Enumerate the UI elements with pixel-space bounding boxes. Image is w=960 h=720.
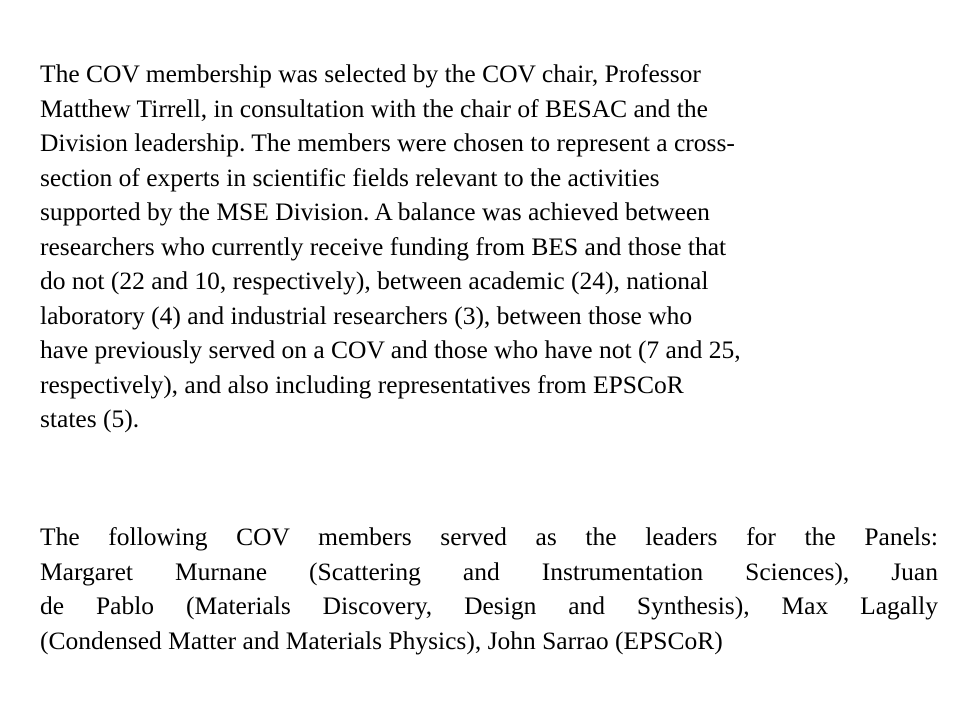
text-line: Matthew Tirrell, in consultation with the chair of BESAC and the — [40, 93, 708, 123]
text-line: have previously served on a COV and those who have not (7 and 25, — [40, 335, 741, 364]
text-line: (Condensed Matter and Materials Physics), John Sarrao (EPSCoR) — [40, 625, 723, 655]
text-line: section of experts in scientific fields relevant to the activities — [40, 162, 660, 192]
text-line: Margaret Murnane (Scattering and Instrumentation Sciences), Juan — [40, 556, 938, 586]
text-line: laboratory (4) and industrial researchers (3), between those who — [40, 300, 693, 330]
paragraph-cov-membership — [40, 57, 940, 437]
text-line: The following COV members served as the leaders for the Panels: — [40, 522, 938, 551]
paragraph-panel-leaders — [40, 520, 938, 658]
text-line: researchers who currently receive funding from BES and those that — [40, 231, 727, 261]
text-line: supported by the MSE Division. A balance was achieved between — [40, 197, 710, 226]
text-line: Division leadership. The members were chosen to represent a cross- — [40, 128, 735, 157]
text-line: respectively), and also including representatives from EPSCoR — [40, 369, 684, 399]
text-line: states (5). — [40, 404, 140, 433]
text-line: do not (22 and 10, respectively), between academic (24), national — [40, 266, 709, 295]
text-line: de Pablo (Materials Discovery, Design and Synthesis), Max Lagally — [40, 591, 938, 620]
text-line: The COV membership was selected by the COV chair, Professor — [40, 59, 701, 88]
